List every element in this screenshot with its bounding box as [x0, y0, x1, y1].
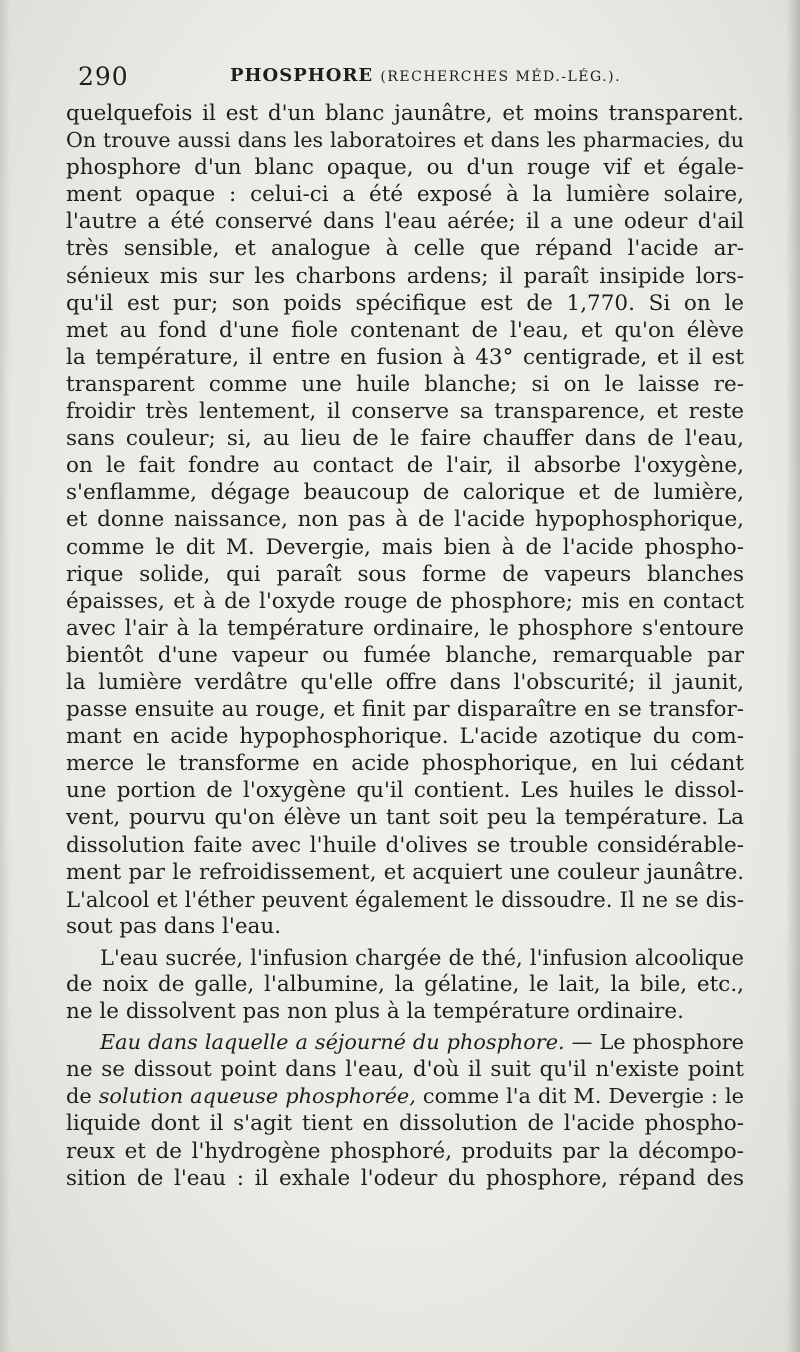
- page-number: 290: [78, 62, 129, 91]
- text-line: sition de l'eau : il exhale l'odeur du phosphore, répand des: [66, 1165, 744, 1191]
- text-line: une portion de l'oxygène qu'il contient. Les huiles le dissol-: [66, 778, 744, 804]
- text-line: froidir très lentement, il conserve sa transparence, et reste: [66, 399, 744, 425]
- paragraph-3: [66, 1029, 744, 1192]
- text-line: avec l'air à la température ordinaire, le phosphore s'entoure: [66, 615, 744, 641]
- section-heading: Eau dans laquelle a séjourné du phosphore.: [100, 1030, 565, 1055]
- italic-term: solution aqueuse phosphorée,: [98, 1084, 416, 1109]
- text-line: épaisses, et à de l'oxyde rouge de phosphore; mis en contact: [66, 588, 744, 614]
- text-line: de noix de galle, l'albumine, la gélatine, le lait, la bile, etc.,: [66, 972, 744, 997]
- text-line: phosphore d'un blanc opaque, ou d'un rouge vif et égale-: [66, 155, 744, 181]
- text-line: ne se dissout point dans l'eau, d'où il suit qu'il n'existe point: [66, 1057, 744, 1083]
- text-line: L'alcool et l'éther peuvent également le dissoudre. Il ne se dis-: [66, 886, 744, 912]
- text-line: merce le transforme en acide phosphorique, en lui cédant: [66, 751, 744, 777]
- running-head-sub: (RECHERCHES MÉD.-LÉG.).: [380, 69, 622, 85]
- running-head: [230, 65, 621, 86]
- text-line: qu'il est pur; son poids spécifique est de 1,770. Si on le: [66, 290, 744, 316]
- text-line: ment opaque : celui-ci a été exposé à la lumière solaire,: [66, 182, 744, 208]
- paragraph-2: [66, 944, 744, 1025]
- text-line: ne le dissolvent pas non plus à la température ordinaire.: [66, 999, 684, 1025]
- text-line: reux et de l'hydrogène phosphoré, produits par la décompo-: [66, 1138, 744, 1164]
- text-line: sénieux mis sur les charbons ardens; il paraît insipide lors-: [66, 263, 744, 289]
- page-header: [78, 62, 748, 96]
- text-line: s'enflamme, dégage beaucoup de calorique et de lumière,: [66, 480, 744, 506]
- text-line: transparent comme une huile blanche; si on le laisse re-: [66, 371, 744, 397]
- text-line: très sensible, et analogue à celle que répand l'acide ar-: [66, 236, 744, 262]
- text-line: mant en acide hypophosphorique. L'acide azotique du com-: [66, 724, 744, 750]
- text-line: Eau dans laquelle a séjourné du phosphore. — Le phosphore: [100, 1030, 744, 1055]
- text-line: liquide dont il s'agit tient en dissolution de l'acide phospho-: [66, 1111, 744, 1137]
- running-head-main: PHOSPHORE: [230, 65, 374, 86]
- text-line: on le fait fondre au contact de l'air, il absorbe l'oxygène,: [66, 453, 744, 479]
- text-line: la température, il entre en fusion à 43° centigrade, et il est: [66, 344, 744, 370]
- paragraph-1: [66, 100, 744, 940]
- page-edge-shadow-right: [786, 0, 800, 1352]
- text-line: ment par le refroidissement, et acquiert une couleur jaunâtre.: [66, 859, 744, 885]
- text-line: la lumière verdâtre qu'elle offre dans l'obscurité; il jaunit,: [66, 669, 744, 695]
- text-line: met au fond d'une fiole contenant de l'eau, et qu'on élève: [66, 317, 744, 343]
- text-line: et donne naissance, non pas à de l'acide hypophosphorique,: [66, 507, 744, 533]
- page-edge-shadow-left: [0, 0, 10, 1352]
- text-line: comme le dit M. Devergie, mais bien à de l'acide phospho-: [66, 534, 744, 560]
- text-line: bientôt d'une vapeur ou fumée blanche, remarquable par: [66, 642, 744, 668]
- text-line: dissolution faite avec l'huile d'olives se trouble considérable-: [66, 832, 744, 858]
- text-line: l'autre a été conservé dans l'eau aérée; il a une odeur d'ail: [66, 209, 744, 235]
- text-line: sout pas dans l'eau.: [66, 913, 282, 939]
- text-line: passe ensuite au rouge, et finit par disparaître en se transfor-: [66, 697, 744, 723]
- text-line: sans couleur; si, au lieu de le faire chauffer dans de l'eau,: [66, 426, 744, 452]
- text-line: rique solide, qui paraît sous forme de vapeurs blanches: [66, 561, 744, 587]
- text-line: L'eau sucrée, l'infusion chargée de thé, l'infusion alcoolique: [100, 944, 744, 970]
- body-text: [66, 100, 744, 1192]
- text-line: vent, pourvu qu'on élève un tant soit peu la température. La: [66, 805, 744, 831]
- text-line: de solution aqueuse phosphorée, comme l'a dit M. Devergie : le: [66, 1084, 744, 1109]
- text-line: On trouve aussi dans les laboratoires et dans les pharmacies, du: [66, 128, 744, 153]
- text-line: quelquefois il est d'un blanc jaunâtre, et moins transparent.: [66, 101, 744, 126]
